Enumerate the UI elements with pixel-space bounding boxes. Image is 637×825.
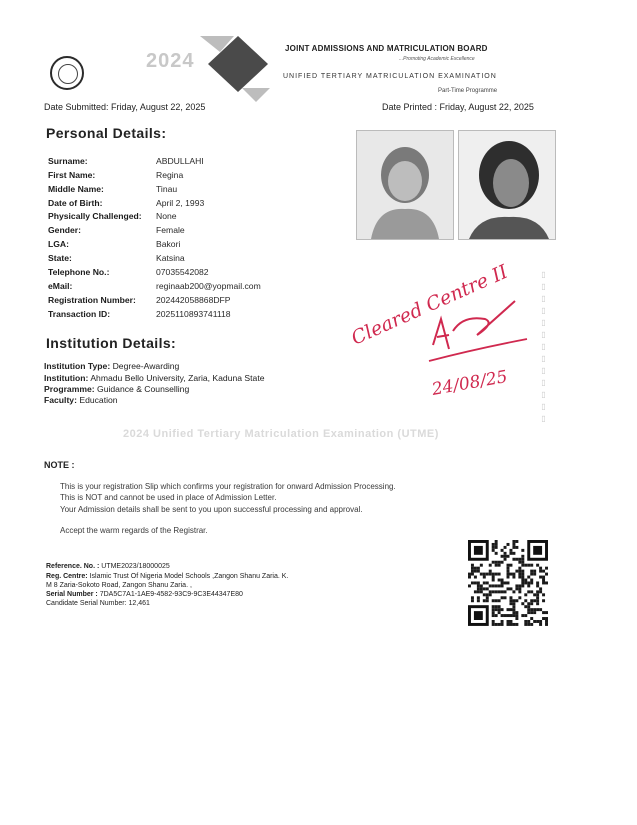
utme-watermark: 2024 Unified Tertiary Matriculation Examination (UTME) xyxy=(123,428,439,440)
faculty: Faculty: Education xyxy=(44,395,118,405)
qr-code-icon xyxy=(468,540,548,626)
exam-name: UNIFIED TERTIARY MATRICULATION EXAMINATION xyxy=(283,73,497,80)
header-year: 2024 xyxy=(146,50,195,72)
institution-type: Institution Type: Degree-Awarding xyxy=(44,361,180,371)
person-silhouette-icon xyxy=(357,131,453,239)
jamb-seal-icon xyxy=(50,56,84,90)
personal-details-title: Personal Details: xyxy=(46,125,167,141)
board-name: JOINT ADMISSIONS AND MATRICULATION BOARD xyxy=(285,44,488,53)
detail-row-transaction-id: Transaction ID: 2025110893741118 xyxy=(48,309,231,319)
candidate-serial-number: Candidate Serial Number: 12,461 xyxy=(46,600,150,607)
candidate-photo xyxy=(356,130,454,240)
handwritten-clearance-annotation xyxy=(345,245,575,405)
board-tagline: ...Promoting Academic Excellence xyxy=(399,56,475,62)
detail-row-middle-name: Middle Name: Tinau xyxy=(48,184,178,194)
clearance-date: 24/08/25 xyxy=(430,366,510,400)
clearance-text: Cleared Centre II xyxy=(348,260,512,350)
detail-row-email: eMail: reginaab200@yopmail.com xyxy=(48,281,261,291)
programme-type: Part-Time Programme xyxy=(438,88,498,94)
registration-centre: Reg. Centre: Islamic Trust Of Nigeria Model Schools ,Zangon Shanu Zaria. K. xyxy=(46,573,289,580)
registration-centre-address: M 8 Zaria-Sokoto Road, Zangon Shanu Zaria. , xyxy=(46,582,192,589)
note-title: NOTE : xyxy=(44,460,75,470)
detail-row-lga: LGA: Bakori xyxy=(48,239,181,249)
side-serial-strip: ▯▯▯▯▯▯▯▯▯▯▯▯▯ xyxy=(539,270,548,426)
detail-row-gender: Gender: Female xyxy=(48,225,185,235)
institution-name: Institution: Ahmadu Bello University, Zaria, Kaduna State xyxy=(44,373,265,383)
note-line: Accept the warm regards of the Registrar. xyxy=(60,526,208,535)
detail-row-physically-challenged: Physically Challenged: None xyxy=(48,211,177,221)
detail-row-first-name: First Name: Regina xyxy=(48,170,184,180)
jamb-logo-icon xyxy=(198,34,276,104)
date-printed: Date Printed : Friday, August 22, 2025 xyxy=(382,102,534,112)
capture-photo xyxy=(458,130,556,240)
detail-row-surname: Surname: ABDULLAHI xyxy=(48,156,204,166)
detail-row-telephone: Telephone No.: 07035542082 xyxy=(48,267,209,277)
detail-row-dob: Date of Birth: April 2, 1993 xyxy=(48,198,205,208)
signature-underline xyxy=(429,339,527,361)
date-submitted: Date Submitted: Friday, August 22, 2025 xyxy=(44,102,206,112)
programme: Programme: Guidance & Counselling xyxy=(44,384,190,394)
note-line: This is NOT and cannot be used in place of Admission Letter. xyxy=(60,493,277,502)
serial-number: Serial Number : 7DA5C7A1-1AE9-4582-93C9-9C3E44347E80 xyxy=(46,591,243,598)
institution-details-title: Institution Details: xyxy=(46,335,177,351)
detail-row-registration-number: Registration Number: 202442058868DFP xyxy=(48,295,231,305)
detail-row-state: State: Katsina xyxy=(48,253,185,263)
note-line: Your Admission details shall be sent to you upon successful processing and approval. xyxy=(60,505,363,514)
note-line: This is your registration Slip which confirms your registration for onward Admission Processing. xyxy=(60,482,396,491)
person-silhouette-icon xyxy=(459,131,555,239)
reference-number: Reference. No. : UTME2023/18000025 xyxy=(46,563,170,570)
